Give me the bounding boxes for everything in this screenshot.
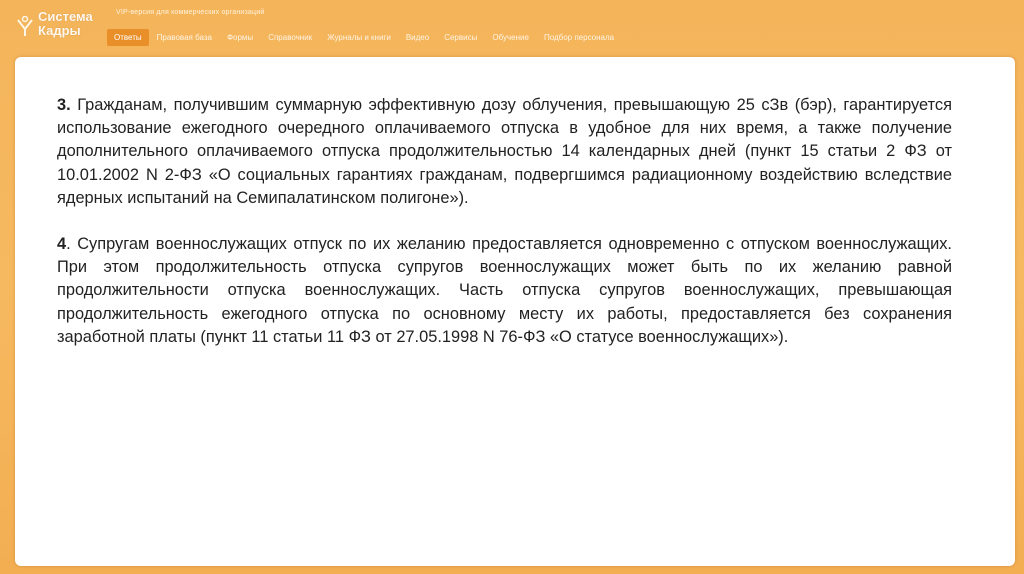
- document-body: [57, 94, 952, 372]
- nav-item-training[interactable]: Обучение: [492, 32, 529, 42]
- brand-line-2: Кадры: [38, 23, 81, 38]
- nav-item-video[interactable]: Видео: [405, 32, 430, 42]
- paragraph-text: Гражданам, получившим суммарную эффективную дозу облучения, превышающую 25 сЗв (бэр), гарантируется использование ежегодного очередного оплачиваемого отпуска в удобное для них время, а также получение дополнительного оплачиваемого отпуска продолжительностью 14 календарных дней (пункт 15 статьи 2 ФЗ от 10.01.2002 N 2-ФЗ «О социальных гарантиях гражданам, подвергшимся радиационному воздействию вследствие ядерных испытаний на Семипалатинском полигоне»).: [57, 96, 952, 207]
- nav-item-services[interactable]: Сервисы: [444, 32, 478, 42]
- nav-item-answers[interactable]: Ответы: [107, 29, 149, 46]
- nav-item-journals[interactable]: Журналы и книги: [327, 32, 391, 42]
- paragraph-text: . Супругам военнослужащих отпуск по их желанию предоставляется одновременно с отпуском военнослужащих. При этом продолжительность отпуска супругов военнослужащих может быть по их желанию равной продолжительности отпуска военнослужащих. Часть отпуска супругов военнослужащих, превышающая продолжительность ежегодного отпуска по основному месту их работы, предоставляется без сохранения заработной платы (пункт 11 статьи 11 ФЗ от 27.05.1998 N 76-ФЗ «О статусе военнослужащих»).: [57, 235, 952, 346]
- header-bar: [0, 0, 1024, 56]
- main-nav: [107, 27, 622, 47]
- paragraph-3: [57, 94, 952, 210]
- logo-icon: [14, 16, 36, 38]
- brand-line-1: Система: [38, 9, 93, 24]
- brand-name: [38, 10, 93, 38]
- logo[interactable]: [14, 6, 104, 46]
- paragraph-4: [57, 233, 952, 349]
- nav-item-reference[interactable]: Справочник: [268, 32, 313, 42]
- paragraph-number: 4: [57, 235, 67, 254]
- nav-item-recruitment[interactable]: Подбор персонала: [543, 32, 615, 42]
- tagline: VIP-версия для коммерческих организаций: [116, 9, 265, 16]
- nav-item-forms[interactable]: Формы: [226, 32, 254, 42]
- nav-item-legal-base[interactable]: Правовая база: [156, 32, 212, 42]
- paragraph-number: 3.: [57, 96, 71, 114]
